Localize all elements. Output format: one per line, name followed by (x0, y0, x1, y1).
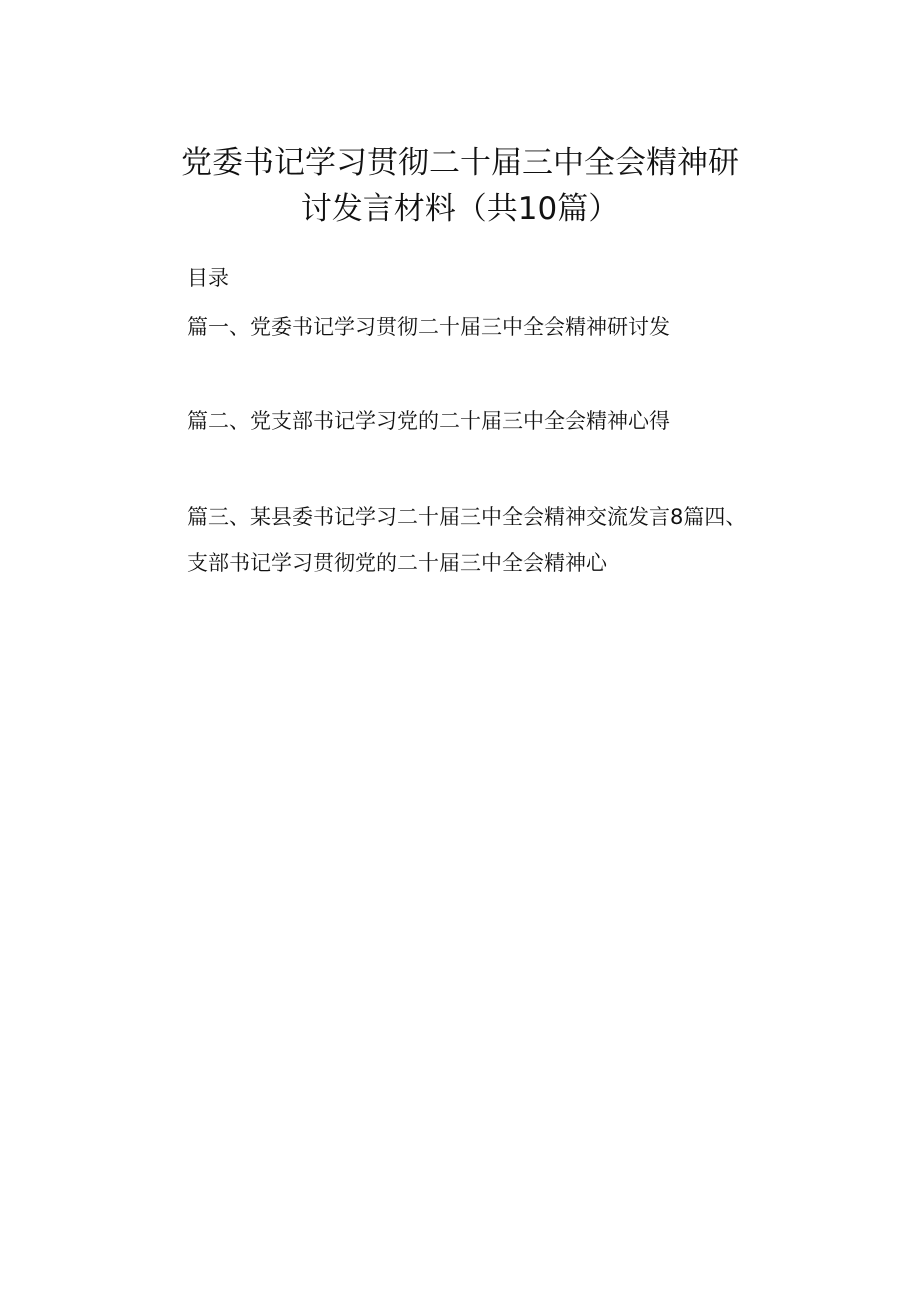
document-title-line-2: 讨发言材料（共10篇） (300, 191, 620, 227)
toc-entry (187, 494, 807, 586)
document-title (150, 140, 770, 232)
toc-entry (187, 398, 807, 444)
toc-heading: 目录 (187, 266, 229, 290)
toc-entry-line: 支部书记学习贯彻党的二十届三中全会精神心 (187, 551, 607, 575)
toc-entry (187, 304, 807, 350)
toc-entry-line: 篇二、党支部书记学习党的二十届三中全会精神心得 (187, 409, 670, 433)
toc-entry-line: 篇三、某县委书记学习二十届三中全会精神交流发言8篇四、 (187, 505, 747, 529)
toc-entry-line: 篇一、党委书记学习贯彻二十届三中全会精神研讨发 (187, 315, 670, 339)
document-title-line-1: 党委书记学习贯彻二十届三中全会精神研 (181, 145, 739, 181)
